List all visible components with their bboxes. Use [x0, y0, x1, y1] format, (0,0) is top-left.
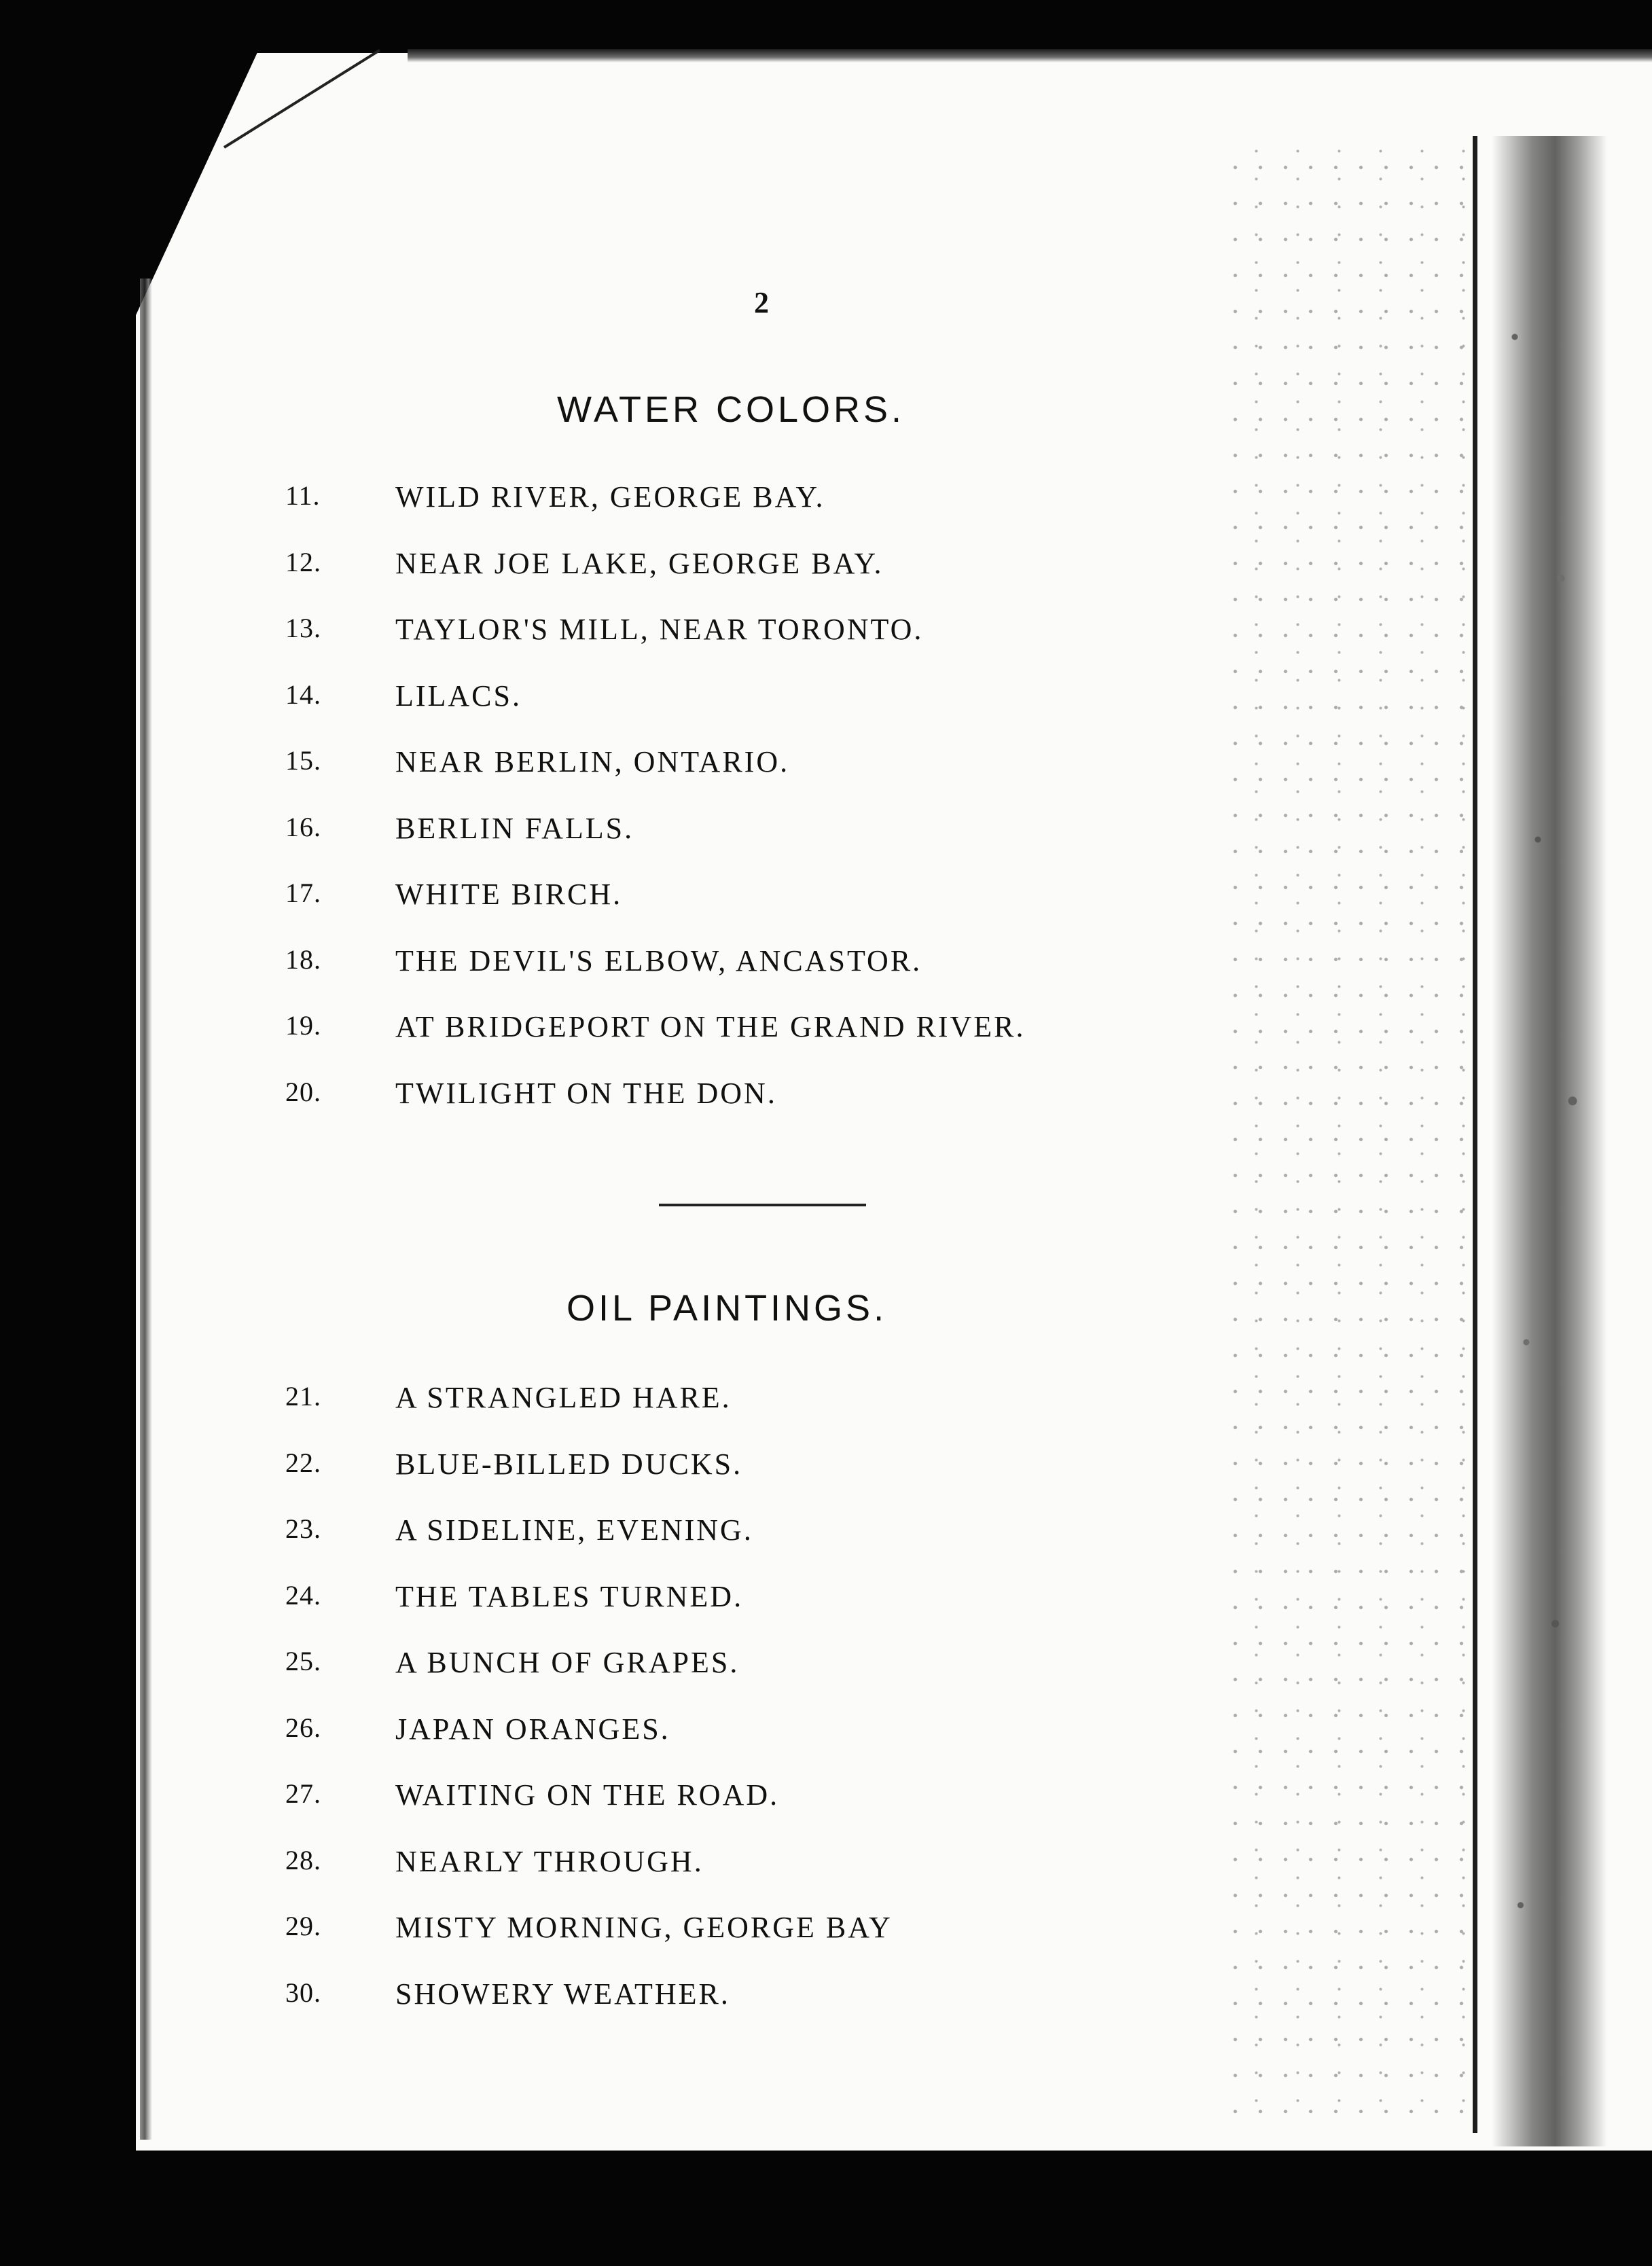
oil-paintings-list: [285, 1380, 1236, 2043]
list-item: [285, 1076, 1236, 1143]
list-item: [285, 1579, 1236, 1646]
page-number: 2: [754, 286, 769, 319]
entry-number: 19.: [285, 1010, 321, 1041]
list-item: [285, 1447, 1236, 1513]
entry-number: 21.: [285, 1381, 321, 1411]
oil-paintings-heading: OIL PAINTINGS.: [567, 1288, 888, 1329]
water-colors-list: [285, 480, 1236, 1142]
entry-title: LILACS.: [395, 679, 522, 713]
entry-number: 13.: [285, 613, 321, 643]
list-item: [285, 943, 1236, 1010]
fold-line: [1473, 136, 1477, 2133]
section-divider: [659, 1204, 866, 1206]
list-item: [285, 1380, 1236, 1447]
entry-title: BLUE-BILLED DUCKS.: [395, 1447, 743, 1481]
entry-number: 29.: [285, 1911, 321, 1941]
entry-title: A SIDELINE, EVENING.: [395, 1513, 753, 1547]
entry-number: 18.: [285, 943, 321, 975]
entry-title: WHITE BIRCH.: [395, 878, 623, 911]
page-top-edge: [408, 49, 1652, 62]
list-item: [285, 1513, 1236, 1579]
entry-title: TAYLOR'S MILL, NEAR TORONTO.: [395, 613, 924, 646]
list-item: [285, 1910, 1236, 1977]
list-item: [285, 480, 1236, 546]
entry-title: NEARLY THROUGH.: [395, 1844, 704, 1878]
entry-title: NEAR BERLIN, ONTARIO.: [395, 745, 790, 778]
entry-title: JAPAN ORANGES.: [395, 1712, 670, 1746]
entry-number: 26.: [285, 1712, 321, 1743]
water-colors-heading: WATER COLORS.: [557, 389, 905, 430]
entry-title: THE TABLES TURNED.: [395, 1579, 744, 1613]
entry-number: 25.: [285, 1646, 321, 1676]
scan-speckle-band: [1492, 136, 1607, 2146]
entry-number: 27.: [285, 1778, 321, 1809]
list-item: [285, 546, 1236, 613]
list-item: [285, 679, 1236, 745]
list-item: [285, 811, 1236, 878]
entry-title: SHOWERY WEATHER.: [395, 1977, 730, 2011]
entry-number: 11.: [285, 480, 321, 511]
entry-number: 22.: [285, 1447, 321, 1478]
list-item: [285, 877, 1236, 943]
entry-number: 12.: [285, 546, 321, 577]
list-item: [285, 1009, 1236, 1076]
entry-title: THE DEVIL'S ELBOW, ANCASTOR.: [395, 943, 922, 977]
list-item: [285, 1778, 1236, 1844]
entry-number: 14.: [285, 679, 321, 710]
entry-title: A STRANGLED HARE.: [395, 1381, 732, 1414]
entry-title: MISTY MORNING, GEORGE BAY: [395, 1911, 893, 1944]
list-item: [285, 1844, 1236, 1911]
list-item: [285, 744, 1236, 811]
entry-number: 23.: [285, 1513, 321, 1544]
list-item: [285, 612, 1236, 679]
list-item: [285, 1712, 1236, 1778]
entry-number: 17.: [285, 878, 321, 908]
entry-number: 16.: [285, 811, 321, 842]
entry-number: 20.: [285, 1076, 321, 1107]
entry-title: WAITING ON THE ROAD.: [395, 1778, 780, 1812]
left-margin-rule: [140, 278, 152, 2140]
entry-number: 30.: [285, 1977, 321, 2008]
entry-number: 15.: [285, 745, 321, 776]
entry-number: 24.: [285, 1579, 321, 1611]
entry-title: TWILIGHT ON THE DON.: [395, 1076, 777, 1110]
list-item: [285, 1977, 1236, 2043]
list-item: [285, 1645, 1236, 1712]
scan-speckle-noise: [1223, 149, 1481, 2119]
entry-title: AT BRIDGEPORT ON THE GRAND RIVER.: [395, 1010, 1026, 1043]
entry-title: BERLIN FALLS.: [395, 811, 634, 845]
entry-title: A BUNCH OF GRAPES.: [395, 1646, 740, 1679]
entry-number: 28.: [285, 1844, 321, 1875]
entry-title: NEAR JOE LAKE, GEORGE BAY.: [395, 546, 884, 580]
entry-title: WILD RIVER, GEORGE BAY.: [395, 480, 825, 514]
